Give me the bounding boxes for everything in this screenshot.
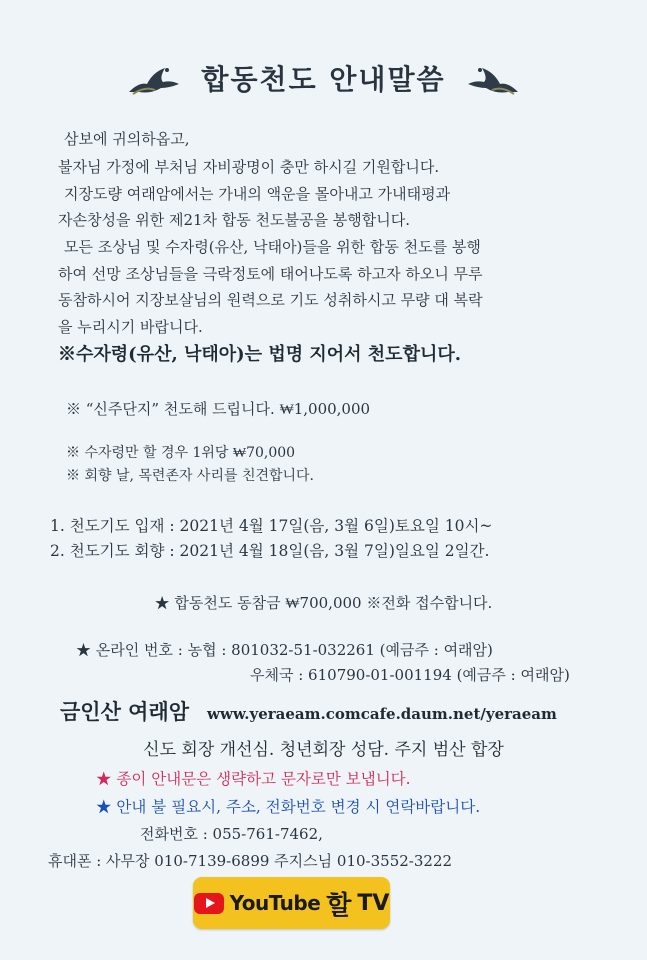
youtube-play-icon bbox=[194, 893, 224, 914]
intro-line-7: 동참하시어 지장보살님의 원력으로 기도 성취하시고 무량 대 복락 bbox=[58, 291, 483, 309]
bird-ornament-right-icon bbox=[464, 58, 522, 98]
intro-line-1: 삼보에 귀의하옵고, bbox=[64, 130, 190, 148]
channel-name-tv: TV bbox=[357, 890, 390, 916]
note-line-1: ※ 수자령만 할 경우 1위당 ₩70,000 bbox=[66, 445, 296, 461]
intro-line-2: 불자님 가정에 부처님 자비광명이 충만 하시길 기원합니다. bbox=[58, 158, 440, 176]
offer-note: ※ “신주단지” 천도해 드립니다. ₩1,000,000 bbox=[66, 400, 371, 418]
page-title: 합동천도 안내말씀 bbox=[201, 63, 446, 96]
highlight-note: ※수자령(유산, 낙태아)는 법명 지어서 천도합니다. bbox=[58, 344, 462, 365]
temple-row bbox=[60, 696, 557, 726]
officers-line: 신도 회장 개선심. 청년회장 성담. 주지 범산 합장 bbox=[143, 740, 504, 760]
intro-line-6: 하여 선망 조상님들을 극락정토에 태어나도록 하고자 하오니 무루 bbox=[58, 265, 483, 283]
youtube-wordmark: YouTube bbox=[229, 891, 321, 915]
mobile-line: 휴대폰 : 사무장 010-7139-6899 주지스님 010-3552-3222 bbox=[48, 852, 453, 870]
youtube-channel-badge[interactable] bbox=[193, 877, 390, 929]
phone-line: 전화번호 : 055-761-7462, bbox=[140, 825, 323, 843]
intro-line-3: 지장도량 여래암에서는 가내의 액운을 몰아내고 가내태평과 bbox=[64, 185, 451, 203]
online-line-1: ★ 온라인 번호 : 농협 : 801032-51-032261 (예금주 : 여래암) bbox=[76, 641, 493, 659]
intro-line-8: 을 누리시기 바랍니다. bbox=[58, 318, 203, 336]
intro-line-4: 자손창성을 위한 제21차 합동 천도불공을 봉행합니다. bbox=[58, 211, 410, 229]
channel-name-han: 할 bbox=[326, 890, 352, 921]
schedule-line-1: 1. 천도기도 입재 : 2021년 4월 17일(음, 3월 6일)토요일 10시~ bbox=[50, 517, 493, 535]
temple-name: 금인산 여래암 bbox=[60, 699, 190, 724]
red-note: ★ 종이 안내문은 생략하고 문자로만 보냅니다. bbox=[96, 770, 411, 788]
online-line-2: 우체국 : 610790-01-001194 (예금주 : 여래암) bbox=[250, 666, 570, 684]
title-row bbox=[0, 58, 647, 98]
bird-ornament-left-icon bbox=[125, 58, 183, 98]
intro-line-5: 모든 조상님 및 수자령(유산, 낙태아)들을 위한 합동 천도를 봉행 bbox=[64, 238, 481, 256]
note-line-2: ※ 회향 날, 목련존자 사리를 친견합니다. bbox=[66, 468, 315, 484]
temple-website: www.yeraeam.comcafe.daum.net/yeraeam bbox=[207, 705, 557, 723]
schedule-line-2: 2. 천도기도 회향 : 2021년 4월 18일(음, 3월 7일)일요일 2일간. bbox=[50, 542, 490, 560]
fee-line: ★ 합동천도 동참금 ₩700,000 ※전화 접수합니다. bbox=[154, 594, 493, 612]
blue-note: ★ 안내 불 필요시, 주소, 전화번호 변경 시 연락바랍니다. bbox=[96, 798, 481, 816]
